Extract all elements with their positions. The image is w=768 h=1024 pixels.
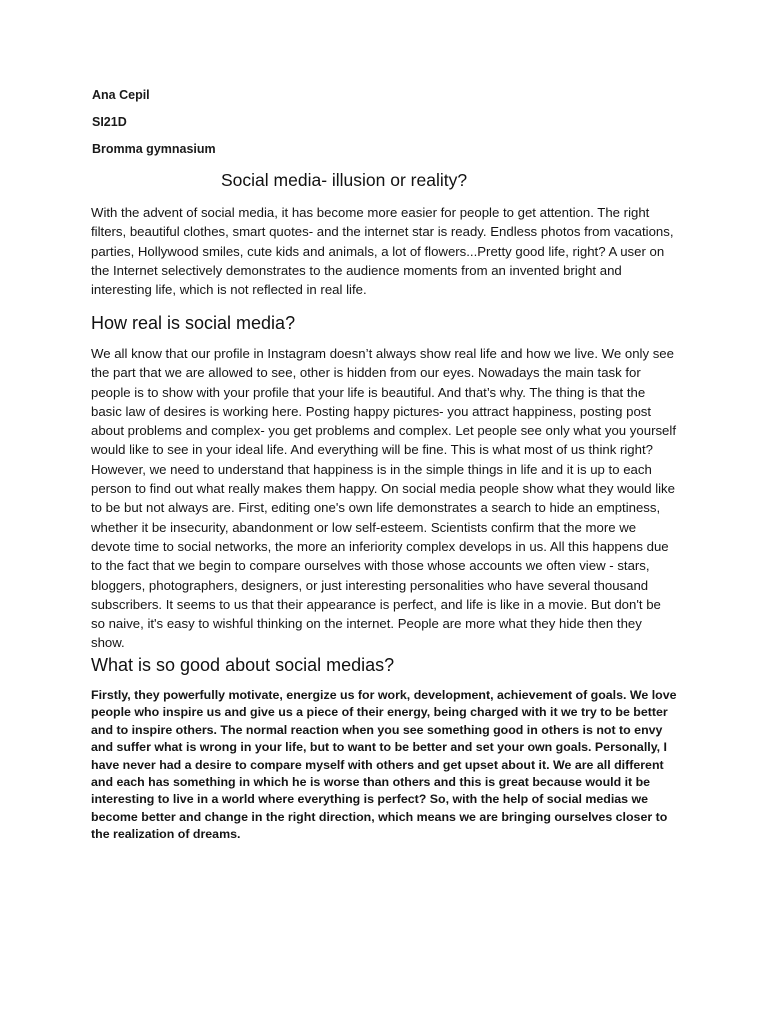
intro-paragraph: With the advent of social media, it has become more easier for people to get attention. The right filters, beautiful clothes, smart quotes- and the internet star is ready. Endless photos from vacations, parties, Hollywood smiles, cute kids and animals, a lot of flowers...Pretty good life, right? A user on the Internet selectively demonstrates to the audience moments from an invented bright and interesting life, which is not reflected in real life. (91, 205, 674, 298)
section-body-what-good: Firstly, they powerfully motivate, energize us for work, development, achievement of goals. We love people who inspire us and give us a piece of their energy, being charged with it we try to be better and to inspire others. The normal reaction when you see something good in others is not to envy and suffer what is wrong in your life, but to want to be better and set your own goals. Personally, I have never had a desire to compare myself with others and get upset about it. We are all different and each has something in which he is worse than others and this is great because would it be interesting to live in a world where everything is perfect? So, with the help of social medias we become better and change in the right direction, which means we are bringing ourselves closer to the realization of dreams. (91, 688, 677, 842)
section-body-how-real: We all know that our profile in Instagram doesn’t always show real life and how we live. We only see the part that we are allowed to see, other is hidden from our eyes. Nowadays the main task for people is to show with your profile that your life is beautiful. And that’s why. The thing is that the basic law of desires is working here. Posting happy pictures- you attract happiness, posting post about problems and complex- you get problems and complex. Let people see only what you yourself would like to see in your ideal life. And everything will be fine. This is what most of us think right? However, we need to understand that happiness is in the simple things in life and it is up to each person to find out what really makes them happy. On social media people show what they would like to be but not always are. First, editing one's own life demonstrates a search to hide an emptiness, whether it be insecurity, abandonment or low self-esteem. Scientists confirm that the more we devote time to social networks, the more an inferiority complex develops in us. All this happens due to the fact that we begin to compare ourselves with those whose accounts we often view - stars, bloggers, photographers, designers, or just interesting personalities who have several thousand subscribers. It seems to us that their appearance is perfect, and life is like in a movie. But don't be so naive, it's easy to wishful thinking on the internet. People are more what they hide then they show. (91, 346, 676, 651)
author-name: Ana Cepil (92, 88, 150, 102)
section-heading-how-real: How real is social media? (91, 313, 296, 333)
section-heading-what-good: What is so good about social medias? (91, 655, 395, 675)
class-code: SI21D (92, 115, 127, 129)
school-name: Bromma gymnasium (92, 142, 216, 156)
document-title: Social media- illusion or reality? (221, 170, 468, 190)
